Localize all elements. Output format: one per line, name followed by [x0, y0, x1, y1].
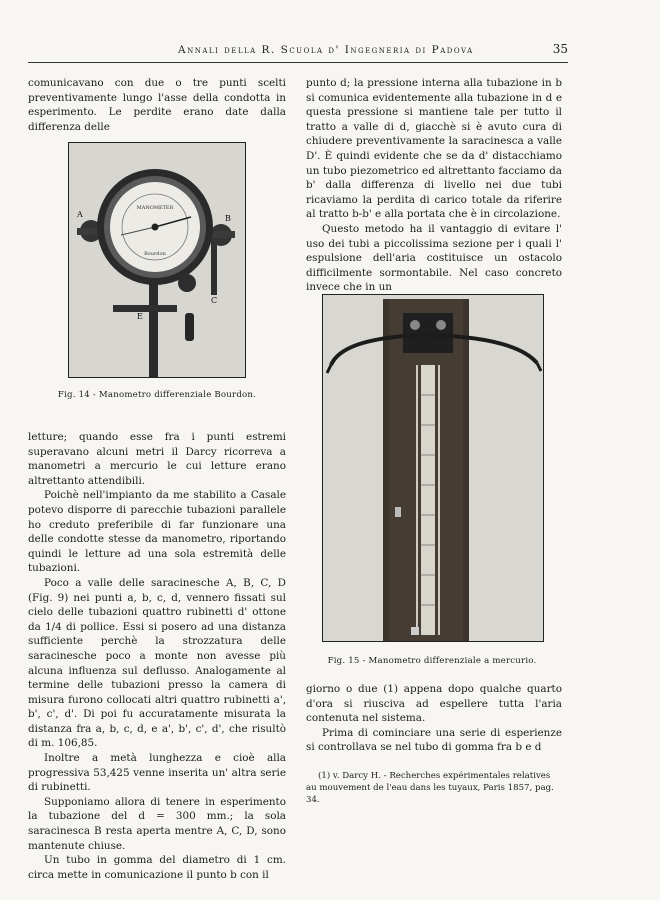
left-paragraph-3: Poco a valle delle saracinesche A, B, C, D (Fig. 9) nei punti a, b, c, d, vennero fissati sul cielo delle tubazioni quattro rubinetti d' ottone da 1/4 di pollice. Essi si posero ad una distanza sufficiente perchè la strozzatura delle saracinesche poco a monte non avesse più alcuna influenza sul deflusso. Analogamente al termine delle tubazioni presso la camera di misura furono collocati altri quattro rubinetti a', b', c', d'. Di poi fu accuratamente misurata la distanza fra a, b, c, d, e a', b', c', d', che risultò di m. 106,85. — [28, 576, 286, 750]
label-b: B — [225, 214, 231, 223]
right-paragraph-1: punto d; la pressione interna alla tubazione in b si comunica evidentemente alla tubazione in d e questa pressione si mantiene tale per tutto il tratto a valle di d, giacchè si è avuto cura di chiudere preventivamente la saracinesca a valle D'. È quindi evidente che se da d' distacchiamo un tubo piezometrico ed altrettanto facciamo da b' dalla differenza di livello nei due tubi ricaviamo la perdita di carico totale da riferire al tratto b-b' e alla portata che è in circolazione. — [306, 77, 562, 221]
mercury-manometer-illustration — [323, 295, 543, 641]
top-fitting — [403, 313, 453, 353]
label-c: C — [211, 296, 218, 305]
right-column-top — [306, 76, 562, 295]
left-paragraph-2: Poichè nell'impianto da me stabilito a Casale potevo disporre di parecchie tubazioni parallele ho creduto preferibile di far funzionare una delle condotte stesse da manometro, riportando quindi le letture ad una sola estremità delle tubazioni. — [28, 489, 286, 575]
left-column-top — [28, 76, 286, 134]
footnote — [306, 770, 562, 806]
left-paragraph-6: Un tubo in gomma del diametro di 1 cm. circa mette in comunicazione il punto b con il — [28, 854, 286, 881]
scale-strip — [421, 365, 435, 635]
figure-15 — [322, 294, 544, 642]
gauge-brand: MANOMETER — [136, 205, 174, 211]
running-title: Annali della R. Scuola d' Ingegneria di Padova — [178, 44, 474, 56]
running-header — [28, 40, 568, 63]
label-a: A — [77, 210, 83, 219]
figure-14 — [68, 142, 246, 378]
left-paragraph-5: Supponiamo allora di tenere in esperimento la tubazione del d = 300 mm.; la sola saracinesca B resta aperta mentre A, C, D, sono mantenute chiuse. — [28, 795, 286, 852]
handle-bar — [113, 305, 177, 312]
footnote-text: (1) v. Darcy H. - Recherches expérimentales relatives au mouvement de l'eau dans les tuyaux, Paris 1857, pag. 34. — [306, 771, 554, 805]
left-column-bottom — [28, 430, 286, 882]
right-paragraph-4: Prima di cominciare una serie di esperienze si controllava se nel tubo di gomma fra b e d — [306, 726, 562, 754]
left-paragraph-1: letture; quando esse fra i punti estremi superavano alcuni metri il Darcy ricorreva a manometri a mercurio le cui letture erano altrettanto attendibili. — [28, 431, 286, 487]
figure-15-caption: Fig. 15 - Manometro differenziale a mercurio. — [327, 656, 537, 666]
figure-14-caption: Fig. 14 - Manometro differenziale Bourdon. — [57, 390, 257, 400]
right-paragraph-3: giorno o due (1) appena dopo qualche quarto d'ora si riusciva ad espellere tutta l'aria contenuta nel sistema. — [306, 683, 562, 725]
gauge-maker: Bourdon — [144, 251, 166, 257]
page-number: 35 — [552, 42, 568, 56]
left-paragraph-4: Inoltre a metà lunghezza e cioè alla progressiva 53,425 venne inserita un' altra serie di rubinetti. — [28, 752, 286, 794]
label-e: E — [137, 312, 143, 321]
left-top-paragraph: comunicavano con due o tre punti scelti preventivamente lungo l'asse della condotta in esperimento. Le perdite erano date dalla differenza delle — [28, 77, 286, 133]
handle-knob — [185, 313, 194, 341]
right-column-bottom — [306, 682, 562, 755]
bourdon-manometer-illustration — [69, 143, 245, 377]
stand-post — [149, 271, 158, 377]
right-paragraph-2: Questo metodo ha il vantaggio di evitare l' uso dei tubi a piccolissima sezione per i quali l' espulsione dell'aria costituisce un ostacolo difficilmente sormontabile. Nel caso concreto invece che in un — [306, 222, 562, 294]
